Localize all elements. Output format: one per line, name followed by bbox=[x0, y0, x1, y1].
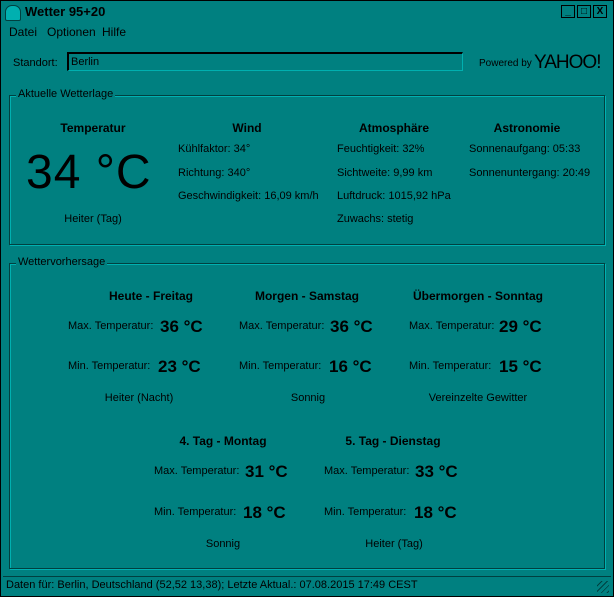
forecast-day-1-max: 36 °C bbox=[160, 317, 203, 336]
forecast-day-4-header: 4. Tag - Montag bbox=[179, 434, 267, 448]
temperature-header: Temperatur bbox=[60, 121, 126, 135]
current-temperature: 34 °C bbox=[26, 146, 152, 199]
close-button[interactable]: X bbox=[593, 5, 607, 18]
forecast-day-2-min-label: Min. Temperatur: bbox=[239, 360, 322, 372]
wind-direction: Richtung: 340° bbox=[178, 167, 251, 179]
menu-bar bbox=[3, 23, 611, 41]
status-text: Daten für: Berlin, Deutschland (52,52 13,38); Letzte Aktual.: 07.08.2015 17:49 CEST bbox=[6, 579, 418, 591]
forecast-day-1-min: 23 °C bbox=[158, 357, 201, 376]
forecast-day-4-condition: Sonnig bbox=[205, 538, 241, 550]
current-weather-title: Aktuelle Wetterlage bbox=[18, 88, 114, 100]
forecast-day-4-min-label: Min. Temperatur: bbox=[154, 506, 237, 518]
sunset: Sonnenuntergang: 20:49 bbox=[469, 167, 591, 179]
forecast-day-2-header: Morgen - Samstag bbox=[254, 289, 359, 303]
menu-datei[interactable]: Datei bbox=[9, 25, 38, 39]
window-title: Wetter 95+20 bbox=[25, 4, 106, 19]
maximize-button[interactable]: □ bbox=[577, 5, 591, 18]
astronomy-header: Astronomie bbox=[493, 121, 561, 135]
sunrise: Sonnenaufgang: 05:33 bbox=[469, 143, 581, 155]
wind-chill: Kühlfaktor: 34° bbox=[178, 143, 251, 155]
pressure-trend: Zuwachs: stetig bbox=[337, 213, 414, 225]
resize-grip[interactable] bbox=[597, 581, 609, 593]
forecast-day-2-max: 36 °C bbox=[330, 317, 373, 336]
forecast-day-1-min-label: Min. Temperatur: bbox=[68, 360, 151, 372]
forecast-day-3-min-label: Min. Temperatur: bbox=[409, 360, 492, 372]
menu-hilfe[interactable]: Hilfe bbox=[102, 25, 127, 39]
forecast-title: Wettervorhersage bbox=[18, 256, 106, 268]
forecast-day-3-header: Übermorgen - Sonntag bbox=[412, 289, 543, 303]
forecast-day-3-condition: Vereinzelte Gewitter bbox=[428, 392, 528, 404]
atmosphere-header: Atmosphäre bbox=[358, 121, 429, 135]
forecast-day-3-max: 29 °C bbox=[499, 317, 542, 336]
forecast-day-1-header: Heute - Freitag bbox=[108, 289, 193, 303]
humidity: Feuchtigkeit: 32% bbox=[337, 143, 425, 155]
yahoo-logo: YAHOO! bbox=[534, 52, 601, 73]
forecast-day-2-condition: Sonnig bbox=[290, 392, 326, 404]
forecast-day-4-max-label: Max. Temperatur: bbox=[154, 465, 240, 477]
forecast-day-2-max-label: Max. Temperatur: bbox=[239, 320, 325, 332]
forecast-day-5-header: 5. Tag - Dienstag bbox=[345, 434, 441, 448]
current-condition: Heiter (Tag) bbox=[64, 213, 122, 225]
forecast-day-3-min: 15 °C bbox=[499, 357, 542, 376]
wind-speed: Geschwindigkeit: 16,09 km/h bbox=[178, 190, 319, 202]
forecast-day-5-max-label: Max. Temperatur: bbox=[324, 465, 410, 477]
forecast-day-1-condition: Heiter (Nacht) bbox=[104, 392, 174, 404]
forecast-group bbox=[9, 256, 605, 569]
forecast-day-2-min: 16 °C bbox=[329, 357, 372, 376]
location-label: Standort: bbox=[13, 57, 58, 69]
location-input[interactable] bbox=[67, 52, 463, 71]
powered-by-label: Powered by bbox=[479, 58, 532, 69]
forecast-day-5-max: 33 °C bbox=[415, 462, 458, 481]
title-bar[interactable] bbox=[3, 3, 611, 21]
forecast-day-1-max-label: Max. Temperatur: bbox=[68, 320, 154, 332]
forecast-day-5-min-label: Min. Temperatur: bbox=[324, 506, 407, 518]
menu-optionen[interactable]: Optionen bbox=[47, 25, 96, 39]
forecast-day-3-max-label: Max. Temperatur: bbox=[409, 320, 495, 332]
app-icon[interactable] bbox=[5, 5, 21, 21]
forecast-day-5-condition: Heiter (Tag) bbox=[365, 538, 423, 550]
forecast-day-5-min: 18 °C bbox=[414, 503, 457, 522]
status-bar bbox=[3, 576, 611, 594]
visibility: Sichtweite: 9,99 km bbox=[337, 167, 433, 179]
wind-header: Wind bbox=[232, 121, 262, 135]
forecast-day-4-max: 31 °C bbox=[245, 462, 288, 481]
pressure: Luftdruck: 1015,92 hPa bbox=[337, 190, 451, 202]
forecast-day-4-min: 18 °C bbox=[243, 503, 286, 522]
minimize-button[interactable]: _ bbox=[561, 5, 575, 18]
